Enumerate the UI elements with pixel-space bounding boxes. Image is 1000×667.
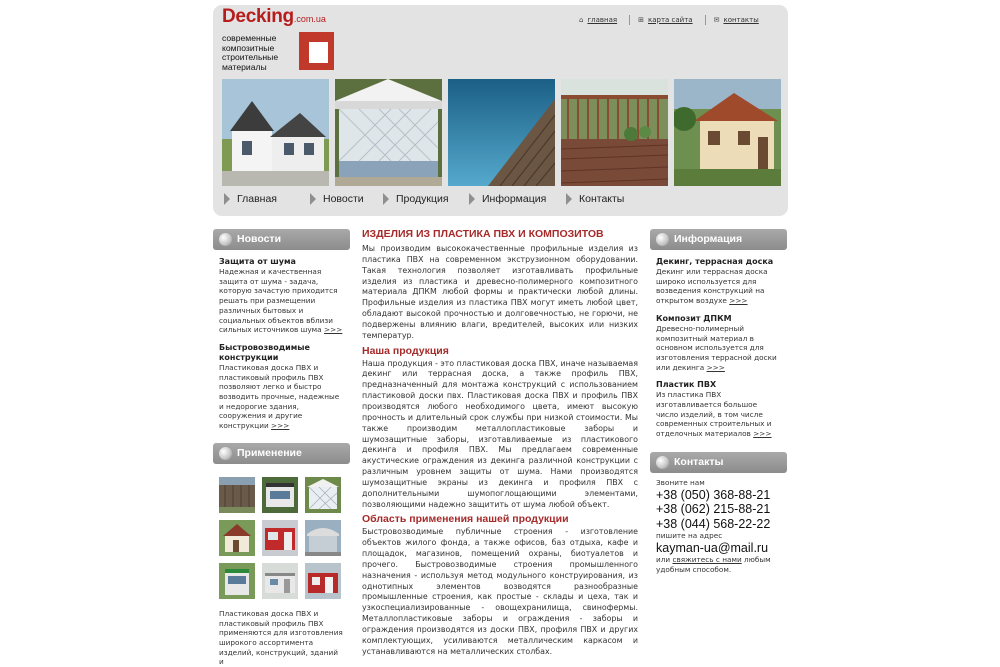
information-heading: Информация [650,229,787,250]
contacts-block [650,478,787,575]
arrow-right-icon [566,193,572,205]
phone-number: +38 (062) 215-88-21 [656,502,771,517]
phone-number: +38 (050) 368-88-21 [656,487,771,502]
info-item [650,257,787,306]
nav-item-contacts[interactable] [566,193,624,205]
email-address[interactable]: kayman-ua@mail.ru [656,540,769,555]
site-logo[interactable] [222,6,326,72]
news-heading: Новости [213,229,350,250]
arrow-right-icon [469,193,475,205]
photo-decking-boards [448,79,555,186]
info-item-text: Древесно-полимерный композитный материал в основном используется для изготовления террасной доски или декинга >>> [656,323,777,372]
main-content [362,228,638,658]
main-nav [224,193,624,205]
info-item-title[interactable]: Пластик ПВХ [656,380,717,390]
intro-paragraph: Мы производим высококачественные профильные изделия из пластика ПВХ на современном экструзионном оборудовании. Такая технология позволяет изготавливать профильные изделия из пластика и древесно-полимерного композитного материала ДПКМ любой формы и практически любой длины. Профильные изделия из пластика ПВХ могут иметь любой цвет, обладают высокой прочностью и долговечностью, не горючи, не подвержены влиянию влаги, вредителей, высоких или низких температур. [362,244,638,340]
thumb-bus-stop[interactable] [305,520,341,556]
more-link[interactable]: >>> [323,325,343,335]
info-item-title[interactable]: Композит ДПКМ [656,313,732,323]
applications-paragraph: Быстровозводимые публичные строения - изготовление объектов жилого фонда, а также офисов, баз отдыха, кафе и площадок, магазинов, помещений охраны, биотуалетов и прочего. Быстровозводимые строения промышленного назначения - используя метод модульного конструирования, из однотипных элементов возводятся разнообразные промышленные строения, как простые - склады и цеха, так и узкоспециализированные - овощехранилища, свинофермы. Металлопластиковые заборы и ограждения - заборы и ограждения производятся из доски ПВХ, профиля ПВХ и других комплектующих, усиливаются металлическим каркасом и устанавливаются на металлических столбах. [362,527,638,656]
left-sidebar [213,229,350,667]
news-item-text: Надежная и качественная защита от шума - задача, которую зачастую приходится решать при размещении различных бытовых и социальных объектов вблизи сильных источников шума >>> [219,267,343,335]
top-link-home[interactable] [579,15,630,25]
thumb-guard-booth[interactable] [219,563,255,599]
news-item-text: Пластиковая доска ПВХ и пластиковый профиль ПВХ позволяют легко и быстро возводить прочные, надежные и недорогие здания, сооружения и другие конструкции >>> [219,362,340,431]
thumb-pavilion[interactable] [305,477,341,513]
nav-item-label: Новости [323,192,364,205]
page-title: ИЗДЕЛИЯ ИЗ ПЛАСТИКА ПВХ И КОМПОЗИТОВ [362,228,604,240]
news-item [213,343,350,431]
info-item-title[interactable]: Декинг, террасная доска [656,257,774,266]
photo-terrace-railing [561,79,668,186]
info-item-text: Декинг или террасная доска широко используется для возведения конструкций на открытом воздухе >>> [656,267,768,306]
info-item-text: Из пластика ПВХ изготавливается большое число изделий, в том числе современных строительных и отделочных материалов >>> [656,390,772,439]
logo-domain: .com.ua [293,14,326,24]
logo-tagline: современные композитные строительные материалы [222,33,279,72]
logo-word: Decking [222,6,294,27]
home-icon: ⌂ [579,15,584,24]
call-label: Звоните нам [656,477,705,487]
phone-number: +38 (044) 568-22-22 [656,516,771,531]
info-item [650,380,787,439]
thumb-house[interactable] [219,520,255,556]
more-link[interactable]: >>> [706,362,725,372]
mail-icon: ✉ [713,15,720,24]
bullet-ball-icon [219,233,232,246]
thumb-cabin[interactable] [262,563,298,599]
applications-text: Пластиковая доска ПВХ и пластиковый профиль ПВХ применяются для изготовления широкого ассортимента изделий, конструкций, зданий и [219,608,343,667]
nav-item-information[interactable] [469,193,566,205]
nav-item-home[interactable] [224,193,310,205]
more-link[interactable]: >>> [729,296,748,306]
top-link-label: карта сайта [647,15,693,24]
logo-square-icon [299,32,334,70]
photo-white-house [222,79,329,186]
thumb-red-module[interactable] [305,563,341,599]
top-links [579,15,779,25]
nav-item-label: Главная [237,192,277,205]
bullet-ball-icon [219,447,232,460]
thumb-kiosk[interactable] [262,477,298,513]
nav-item-label: Продукция [396,192,449,205]
info-item [650,314,787,373]
arrow-right-icon [383,193,389,205]
nav-item-label: Контакты [579,192,625,205]
nav-item-products[interactable] [383,193,469,205]
contact-us-link[interactable]: свяжитесь с нами [672,555,742,565]
nav-item-label: Информация [482,192,547,205]
sitemap-icon: ⊞ [638,15,644,24]
products-paragraph: Наша продукция - это пластиковая доска ПВХ, иначе называемая декинг или террасная доска, а также профиль ПВХ, предназначенный для монтажа конструкций с использованием пластиковой доски пвх. Пластиковая доска ПВХ и профиль ПВХ производятся любого необходимого цвета, имеют высокую прочность и длительный срок службы при низкой стоимости. Мы также производим металлопластиковые заборы и шумозащитные заборы, изготавливаемые из пластикового декинга и профиля ПВХ. Мы предлагаем современные акустические ограждения из декинга различной конструкции с различным уровнем защиты от шума. Нами производятся шумозащитные экраны из декинга и профиля ПВХ с дополнительными шумопоглощающими элементами, позволяющими надежно защитить от шума любой объект. [362,358,638,509]
news-item [213,257,350,335]
arrow-right-icon [224,193,230,205]
news-item-title[interactable]: Быстровозводимые конструкции [219,342,310,362]
photo-cottage [674,79,781,186]
section-title-products: Наша продукция [362,344,449,357]
photo-gazebo [335,79,442,186]
contacts-heading: Контакты [650,452,787,473]
applications-heading: Применение [213,443,350,464]
more-link[interactable]: >>> [753,429,772,439]
header-photos [222,79,781,186]
applications-gallery [219,477,350,599]
more-link[interactable]: >>> [271,421,290,431]
nav-item-news[interactable] [310,193,383,205]
top-link-label: контакты [723,15,759,24]
thumb-fence[interactable] [219,477,255,513]
bullet-ball-icon [656,233,669,246]
contact-note: или свяжитесь с нами любым удобным способом. [656,555,771,574]
bullet-ball-icon [656,456,669,469]
top-link-sitemap[interactable] [638,15,705,25]
arrow-right-icon [310,193,316,205]
write-label: пишите на адрес [656,531,723,541]
top-link-contacts[interactable] [714,15,771,25]
top-link-label: главная [587,15,618,24]
news-item-title[interactable]: Защита от шума [219,257,296,266]
right-sidebar [650,229,787,575]
section-title-applications: Область применения нашей продукции [362,513,569,526]
header [213,5,788,216]
thumb-container[interactable] [262,520,298,556]
